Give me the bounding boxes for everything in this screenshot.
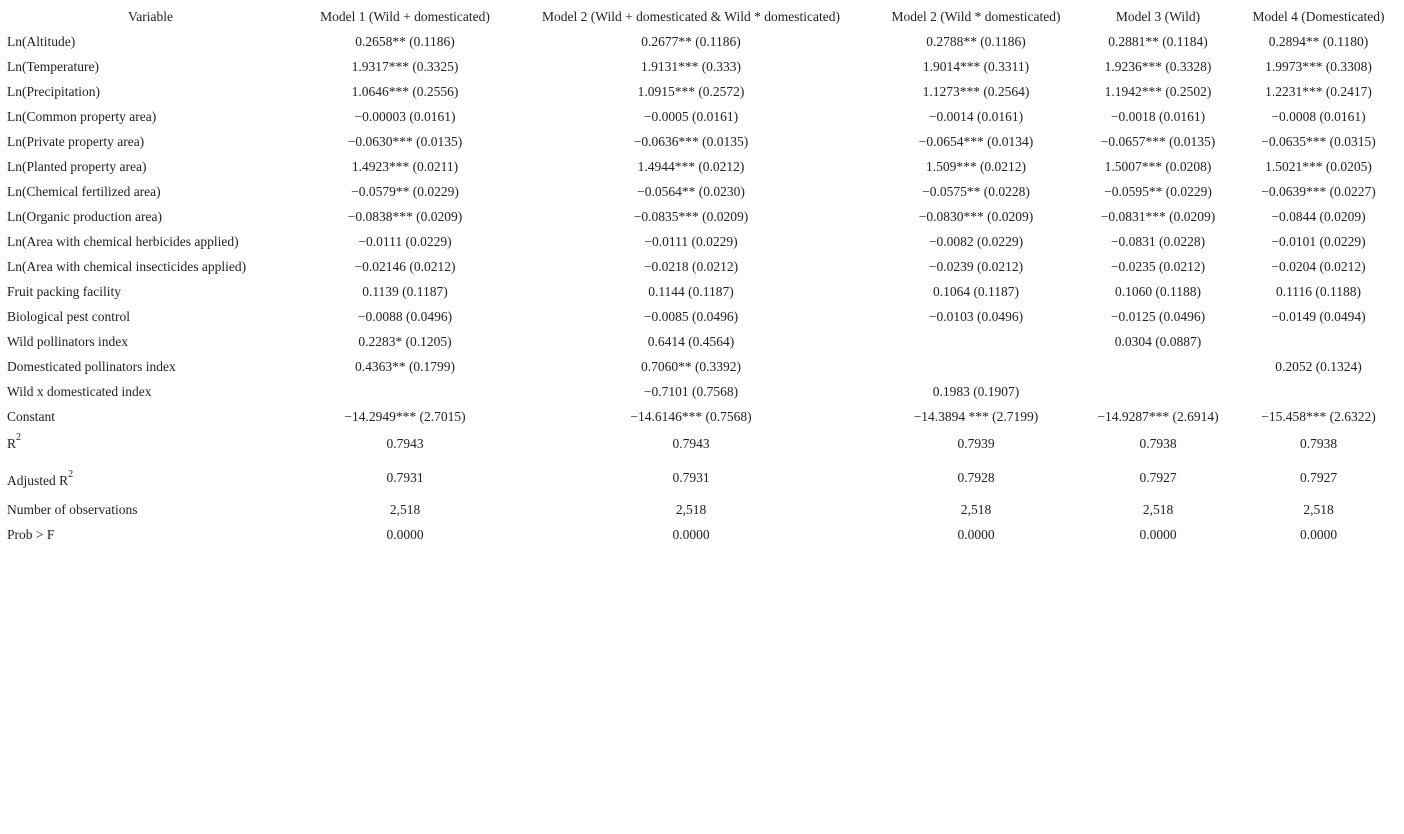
table-cell: 1.9973*** (0.3308) bbox=[1265, 58, 1372, 74]
row-label-text: Ln(Temperature) bbox=[7, 58, 100, 74]
table-row bbox=[0, 522, 1400, 547]
row-label-text: Ln(Area with chemical insecticides applied) bbox=[7, 258, 247, 274]
table-row bbox=[0, 279, 1400, 304]
table-row bbox=[0, 54, 1400, 79]
table-row bbox=[0, 154, 1400, 179]
table-cell: 1.0646*** (0.2556) bbox=[351, 83, 459, 99]
row-label bbox=[0, 404, 301, 429]
table-body bbox=[0, 29, 1400, 547]
table-cell: 0.0000 bbox=[386, 526, 424, 542]
row-label bbox=[0, 79, 301, 104]
table-cell: −0.0204 (0.0212) bbox=[1271, 258, 1366, 274]
row-label-text: Ln(Common property area) bbox=[7, 108, 157, 124]
table-cell: −0.0018 (0.0161) bbox=[1110, 108, 1206, 124]
table-cell: −0.0101 (0.0229) bbox=[1271, 233, 1366, 249]
table-row bbox=[0, 254, 1400, 279]
table-cell: −0.00003 (0.0161) bbox=[354, 108, 456, 124]
table-cell: 1.9014*** (0.3311) bbox=[922, 58, 1030, 74]
table-cell bbox=[1079, 354, 1237, 379]
row-label-text: Ln(Precipitation) bbox=[7, 83, 100, 99]
table-cell: 0.7928 bbox=[957, 470, 995, 485]
table-cell bbox=[1237, 329, 1400, 354]
table-cell: 0.7931 bbox=[672, 470, 710, 485]
table-cell: −0.0111 (0.0229) bbox=[644, 233, 738, 249]
row-label bbox=[0, 354, 301, 379]
row-label bbox=[0, 229, 301, 254]
table-cell: −0.0103 (0.0496) bbox=[928, 308, 1024, 324]
table-cell: −0.0831*** (0.0209) bbox=[1100, 208, 1216, 224]
row-label-text: Domesticated pollinators index bbox=[7, 358, 176, 374]
table-cell: −0.02146 (0.0212) bbox=[354, 258, 456, 274]
table-cell: −0.0008 (0.0161) bbox=[1271, 108, 1366, 124]
table-cell: 1.4923*** (0.0211) bbox=[351, 158, 459, 174]
table-cell: 0.4363** (0.1799) bbox=[354, 358, 456, 374]
table-cell: 1.509*** (0.0212) bbox=[925, 158, 1027, 174]
table-cell: 2,518 bbox=[1142, 501, 1174, 517]
table-row bbox=[0, 497, 1400, 522]
row-label-text: Ln(Planted property area) bbox=[7, 158, 147, 174]
row-label bbox=[0, 254, 301, 279]
header-model-4: Model 4 (Domesticated) bbox=[1252, 8, 1385, 24]
table-cell: 0.7938 bbox=[1299, 436, 1338, 451]
table-cell bbox=[873, 329, 1079, 354]
header-variable: Variable bbox=[128, 8, 173, 24]
superscript: 2 bbox=[68, 469, 74, 480]
table-cell: −0.0835*** (0.0209) bbox=[633, 208, 749, 224]
table-cell: 0.7931 bbox=[386, 470, 424, 485]
header-model-1: Model 1 (Wild + domesticated) bbox=[320, 8, 490, 24]
table-cell: 0.1139 (0.1187) bbox=[362, 283, 448, 299]
table-cell: 2,518 bbox=[1303, 501, 1334, 517]
row-label-text: Biological pest control bbox=[7, 308, 130, 324]
table-row bbox=[0, 129, 1400, 154]
table-cell: 1.9236*** (0.3328) bbox=[1104, 58, 1212, 74]
table-cell: 2,518 bbox=[389, 501, 421, 517]
header-model-2-interaction: Model 2 (Wild + domesticated & Wild * domesticated) bbox=[542, 8, 840, 24]
row-label-text: Adjusted R bbox=[7, 473, 69, 488]
row-label bbox=[0, 429, 301, 459]
table-row bbox=[0, 429, 1400, 459]
row-label bbox=[0, 179, 301, 204]
table-cell: −0.0838*** (0.0209) bbox=[347, 208, 463, 224]
table-cell: 2,518 bbox=[960, 501, 992, 517]
table-cell: 0.2894** (0.1180) bbox=[1268, 33, 1369, 49]
table-cell: 0.1060 (0.1188) bbox=[1114, 283, 1202, 299]
row-label bbox=[0, 329, 301, 354]
table-cell: −0.0014 (0.0161) bbox=[928, 108, 1024, 124]
row-label bbox=[0, 459, 301, 497]
row-label bbox=[0, 154, 301, 179]
table-cell: 0.1116 (0.1188) bbox=[1275, 283, 1362, 299]
table-cell: −0.0235 (0.0212) bbox=[1110, 258, 1206, 274]
table-cell: 1.5007*** (0.0208) bbox=[1104, 158, 1212, 174]
row-label bbox=[0, 104, 301, 129]
table-cell: 0.7939 bbox=[957, 436, 995, 451]
row-label bbox=[0, 304, 301, 329]
table-cell: 1.2231*** (0.2417) bbox=[1265, 83, 1372, 99]
row-label bbox=[0, 129, 301, 154]
table-cell: 0.2052 (0.1324) bbox=[1275, 358, 1362, 374]
row-label bbox=[0, 279, 301, 304]
row-label-text: Ln(Private property area) bbox=[7, 133, 145, 149]
row-label bbox=[0, 522, 301, 547]
table-cell: −14.9287*** (2.6914) bbox=[1097, 408, 1219, 424]
table-cell: −15.458*** (2.6322) bbox=[1261, 408, 1376, 424]
table-cell: −0.0654*** (0.0134) bbox=[918, 133, 1034, 149]
header-row bbox=[0, 4, 1400, 29]
table-cell: −0.0579** (0.0229) bbox=[351, 183, 459, 199]
table-cell: −0.0575** (0.0228) bbox=[922, 183, 1030, 199]
table-cell: 0.6414 (0.4564) bbox=[647, 333, 735, 349]
table-cell: −0.0657*** (0.0135) bbox=[1100, 133, 1216, 149]
table-cell: −0.0630*** (0.0135) bbox=[347, 133, 463, 149]
table-cell: −0.0005 (0.0161) bbox=[643, 108, 739, 124]
table-row bbox=[0, 29, 1400, 54]
table-cell: −0.0111 (0.0229) bbox=[358, 233, 452, 249]
table-cell: 0.7927 bbox=[1139, 470, 1177, 485]
table-cell: 1.0915*** (0.2572) bbox=[637, 83, 745, 99]
row-label-text: R bbox=[7, 436, 17, 451]
table-cell: −0.0239 (0.0212) bbox=[928, 258, 1024, 274]
table-cell: −0.0636*** (0.0135) bbox=[633, 133, 749, 149]
table-cell: 0.7938 bbox=[1139, 436, 1177, 451]
table-cell: 0.1144 (0.1187) bbox=[648, 283, 734, 299]
row-label-text: Wild pollinators index bbox=[7, 333, 128, 349]
table-cell: −0.0595** (0.0229) bbox=[1104, 183, 1212, 199]
table-row bbox=[0, 79, 1400, 104]
table-cell: 1.5021*** (0.0205) bbox=[1265, 158, 1372, 174]
table-cell: −0.0844 (0.0209) bbox=[1271, 208, 1366, 224]
table-cell: −0.0125 (0.0496) bbox=[1110, 308, 1206, 324]
table-cell: −0.0564** (0.0230) bbox=[637, 183, 745, 199]
regression-results-table bbox=[0, 4, 1400, 547]
table-row bbox=[0, 329, 1400, 354]
row-label-text: Constant bbox=[7, 408, 56, 424]
table-cell bbox=[873, 354, 1079, 379]
row-label-text: Ln(Chemical fertilized area) bbox=[7, 183, 161, 199]
table-row bbox=[0, 404, 1400, 429]
table-cell: 0.7943 bbox=[386, 436, 424, 451]
row-label bbox=[0, 379, 301, 404]
table-cell: 0.0304 (0.0887) bbox=[1114, 333, 1202, 349]
row-label-text: Fruit packing facility bbox=[7, 283, 121, 299]
table-cell: 0.0000 bbox=[1139, 526, 1177, 542]
table-cell: 1.4944*** (0.0212) bbox=[637, 158, 745, 174]
row-label-text: Ln(Altitude) bbox=[7, 33, 76, 49]
table-cell: 2,518 bbox=[675, 501, 707, 517]
header-model-3: Model 3 (Wild) bbox=[1115, 8, 1201, 24]
table-cell: 0.0000 bbox=[957, 526, 995, 542]
table-cell bbox=[301, 379, 509, 404]
table-cell: 0.0000 bbox=[1299, 526, 1338, 542]
table-cell: 1.1942*** (0.2502) bbox=[1104, 83, 1212, 99]
table-cell: 0.7943 bbox=[672, 436, 710, 451]
table-cell: −14.3894 *** (2.7199) bbox=[913, 408, 1039, 424]
table-cell: −0.0639*** (0.0227) bbox=[1261, 183, 1376, 199]
table-cell: −0.0149 (0.0494) bbox=[1271, 308, 1366, 324]
row-label bbox=[0, 204, 301, 229]
superscript: 2 bbox=[16, 432, 22, 443]
table-cell: 0.0000 bbox=[672, 526, 710, 542]
table-row bbox=[0, 459, 1400, 497]
table-cell: −0.0831 (0.0228) bbox=[1110, 233, 1206, 249]
table-cell: 0.2658** (0.1186) bbox=[355, 33, 455, 49]
table-cell: −0.0635*** (0.0315) bbox=[1261, 133, 1376, 149]
table-cell: −0.0085 (0.0496) bbox=[643, 308, 739, 324]
table-cell: −14.2949*** (2.7015) bbox=[344, 408, 466, 424]
table-cell: −0.0082 (0.0229) bbox=[928, 233, 1024, 249]
table-cell: 0.7927 bbox=[1299, 470, 1338, 485]
table-cell: 0.1064 (0.1187) bbox=[932, 283, 1020, 299]
row-label-text: Wild x domesticated index bbox=[7, 383, 152, 399]
table-cell: 1.9317*** (0.3325) bbox=[351, 58, 459, 74]
table-cell: 0.2677** (0.1186) bbox=[641, 33, 741, 49]
table-row bbox=[0, 379, 1400, 404]
table-cell: 0.2283* (0.1205) bbox=[358, 333, 452, 349]
row-label-text: Prob > F bbox=[7, 526, 55, 542]
header-model-2-product: Model 2 (Wild * domesticated) bbox=[891, 8, 1061, 24]
table-cell: 0.7060** (0.3392) bbox=[640, 358, 742, 374]
table-row bbox=[0, 354, 1400, 379]
table-row bbox=[0, 204, 1400, 229]
table-cell: 1.1273*** (0.2564) bbox=[922, 83, 1030, 99]
table-row bbox=[0, 229, 1400, 254]
table-row bbox=[0, 104, 1400, 129]
table-cell: 0.2881** (0.1184) bbox=[1108, 33, 1208, 49]
table-row bbox=[0, 304, 1400, 329]
table-row bbox=[0, 179, 1400, 204]
table-cell: −14.6146*** (0.7568) bbox=[630, 408, 752, 424]
row-label-text: Ln(Area with chemical herbicides applied) bbox=[7, 233, 239, 249]
table-cell: 0.2788** (0.1186) bbox=[926, 33, 1026, 49]
row-label-text: Number of observations bbox=[7, 501, 138, 517]
table-cell: 1.9131*** (0.333) bbox=[640, 58, 742, 74]
row-label bbox=[0, 497, 301, 522]
row-label bbox=[0, 54, 301, 79]
table-cell: −0.0830*** (0.0209) bbox=[918, 208, 1034, 224]
row-label-text: Ln(Organic production area) bbox=[7, 208, 162, 224]
table-cell bbox=[1237, 379, 1400, 404]
table-cell: 0.1983 (0.1907) bbox=[932, 383, 1020, 399]
row-label bbox=[0, 29, 301, 54]
table-cell: −0.7101 (0.7568) bbox=[643, 383, 739, 399]
table-cell: −0.0088 (0.0496) bbox=[357, 308, 453, 324]
table-cell bbox=[1079, 379, 1237, 404]
table-cell: −0.0218 (0.0212) bbox=[643, 258, 739, 274]
